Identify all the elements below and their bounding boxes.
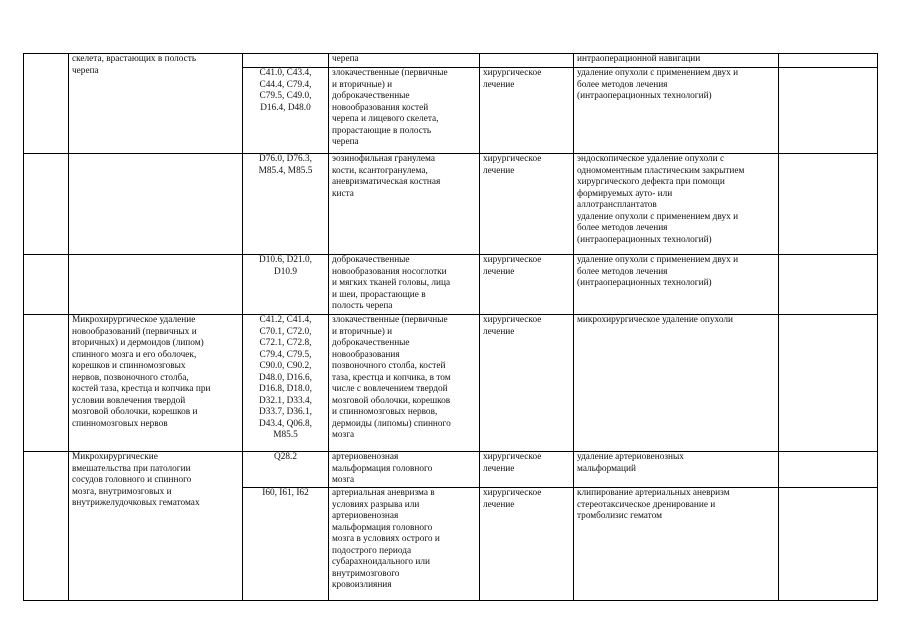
- cell-text: новообразований (первичных и: [72, 326, 197, 337]
- cell-text: и вторичные) и: [332, 79, 393, 90]
- cell-text: лечение: [483, 499, 515, 510]
- extra-cell: [779, 315, 878, 452]
- cell-text: мальформация головного: [332, 522, 433, 533]
- cell-text: аллотрансплантатов: [577, 200, 657, 210]
- nosology-cell: [329, 488, 480, 601]
- treatment-type-cell: [480, 255, 574, 315]
- cell-text: хирургическое: [483, 255, 542, 265]
- cell-text: черепа: [332, 54, 359, 64]
- cell-text: мозговой оболочки, корешков: [332, 395, 451, 406]
- icd-codes-cell: [243, 255, 329, 315]
- extra-cell: [779, 488, 878, 601]
- method-cell: [574, 68, 779, 154]
- extra-cell: [779, 68, 878, 154]
- cell-text: (интраоперационных технологий): [577, 91, 712, 101]
- cell-text: (интраоперационных технологий): [577, 234, 712, 245]
- method-cell: [574, 488, 779, 601]
- cell-text: полость черепа: [332, 301, 393, 311]
- cell-text: интраоперационной навигации: [577, 54, 701, 64]
- cell-text: подострого периода: [332, 545, 412, 556]
- cell-text: более методов лечения: [577, 266, 668, 277]
- cell-text: скелета, врастающих в полость: [72, 54, 197, 64]
- icd-codes-cell: [243, 488, 329, 601]
- icd-codes-cell: [243, 54, 329, 68]
- cell-text: злокачественные (первичные: [332, 315, 448, 325]
- nosology-cell: [329, 255, 480, 315]
- cell-text: и шеи, прорастающие в: [332, 289, 426, 300]
- cell-text: Микрохирургические: [72, 452, 158, 462]
- cell-text: микрохирургическое удаление опухоли: [577, 315, 733, 325]
- cell-text: и мягких тканей головы, лица: [332, 278, 451, 288]
- cell-text: доброкачественные: [332, 91, 410, 101]
- cell-text: хирургическое: [483, 68, 542, 78]
- extra-cell: [779, 452, 878, 488]
- cell-text: удаление опухоли с применением двух и: [577, 255, 739, 265]
- cell-text: числе с вовлечением твердой: [332, 384, 448, 394]
- cell-text: лечение: [483, 79, 515, 90]
- cell-text: злокачественные (первичные: [332, 68, 448, 78]
- cell-text: условии вовлечения твердой: [72, 395, 186, 406]
- cell-text: внутрижелудочковых гематомах: [72, 498, 200, 508]
- cell-text: и вторичные) и: [332, 326, 393, 337]
- cell-text: лечение: [483, 165, 515, 176]
- extra-cell: [779, 154, 878, 255]
- cell-text: хирургическое: [483, 488, 542, 498]
- cell-text: прорастающие в полость: [332, 125, 432, 136]
- cell-text: C79.5, C49.0,: [259, 91, 312, 101]
- procedure-group-cell: [69, 54, 243, 154]
- cell-text: аневризматическая костная: [332, 177, 441, 187]
- cell-text: D16.8, D18.0,: [259, 384, 312, 394]
- method-cell: [574, 154, 779, 255]
- table-row: [24, 315, 878, 452]
- number-cell: [24, 255, 69, 315]
- cell-text: киста: [332, 188, 354, 199]
- method-cell: [574, 452, 779, 488]
- cell-text: C44.4, C79.4,: [259, 79, 312, 90]
- cell-text: Q28.2: [274, 452, 297, 462]
- cell-text: удаление артериовенозных: [577, 452, 684, 462]
- cell-text: таза, крестца и копчика, в том: [332, 372, 451, 383]
- icd-codes-cell: [243, 68, 329, 154]
- cell-text: мальформация головного: [332, 463, 433, 474]
- cell-text: и спинномозговых нервов,: [332, 407, 438, 417]
- procedure-group-cell: [69, 255, 243, 315]
- cell-text: мозговой оболочки, корешков и: [72, 407, 198, 417]
- cell-text: эндоскопическое удаление опухоли с: [577, 154, 725, 164]
- cell-text: клипирование артериальных аневризм: [577, 488, 730, 498]
- cell-text: позвоночного столба, костей: [332, 361, 446, 371]
- cell-text: корешков и спинномозговых: [72, 361, 186, 371]
- cell-text: D16.4, D48.0: [260, 102, 311, 113]
- cell-text: более методов лечения: [577, 223, 668, 233]
- cell-text: лечение: [483, 326, 515, 337]
- treatment-type-cell: [480, 452, 574, 488]
- cell-text: доброкачественные: [332, 255, 410, 265]
- cell-text: сосудов головного и спинного: [72, 475, 192, 485]
- cell-text: условиях разрыва или: [332, 499, 420, 510]
- number-cell: [24, 315, 69, 452]
- procedure-group-cell: [69, 452, 243, 601]
- number-cell: [24, 452, 69, 601]
- cell-text: M85.4, M85.5: [258, 165, 313, 176]
- cell-text: мозга, внутримозговых и: [72, 486, 172, 497]
- cell-text: черепа: [332, 137, 359, 147]
- cell-text: мозга в условиях острого и: [332, 534, 440, 544]
- treatment-type-cell: [480, 54, 574, 68]
- cell-text: мальформаций: [577, 463, 636, 474]
- cell-text: нервов, позвоночного столба,: [72, 372, 189, 383]
- cell-text: спинномозговых нервов: [72, 418, 168, 429]
- cell-text: новообразования: [332, 349, 400, 360]
- cell-text: хирургическое: [483, 452, 542, 462]
- table-row: [24, 54, 878, 68]
- number-cell: [24, 154, 69, 255]
- table-row: [24, 255, 878, 315]
- cell-text: лечение: [483, 266, 515, 277]
- icd-codes-cell: [243, 315, 329, 452]
- nosology-cell: [329, 315, 480, 452]
- cell-text: хирургического дефекта при помощи: [577, 177, 725, 187]
- extra-cell: [779, 54, 878, 68]
- extra-cell: [779, 255, 878, 315]
- cell-text: формируемых ауто- или: [577, 188, 673, 199]
- cell-text: спинного мозга и его оболочек,: [72, 349, 197, 360]
- cell-text: стереотаксическое дренирование и: [577, 499, 716, 510]
- icd-codes-cell: [243, 452, 329, 488]
- cell-text: удаление опухоли с применением двух и: [577, 68, 739, 78]
- cell-text: новообразования носоглотки: [332, 266, 447, 277]
- cell-text: D43.4, Q06.8,: [259, 418, 312, 429]
- cell-text: дермоиды (липомы) спинного: [332, 418, 451, 429]
- cell-text: D76.0, D76.3,: [259, 154, 312, 164]
- cell-text: вмешательства при патологии: [72, 463, 191, 474]
- cell-text: D10.9: [274, 266, 297, 277]
- method-cell: [574, 255, 779, 315]
- cell-text: тромболизис гематом: [577, 511, 662, 521]
- treatment-type-cell: [480, 488, 574, 601]
- treatment-type-cell: [480, 315, 574, 452]
- cell-text: I60, I61, I62: [262, 488, 309, 498]
- cell-text: C41.0, C43.4,: [259, 68, 312, 78]
- cell-text: M85.5: [273, 430, 298, 440]
- cell-text: черепа и лицевого скелета,: [332, 114, 439, 124]
- cell-text: артериовенозная: [332, 452, 399, 462]
- treatment-type-cell: [480, 68, 574, 154]
- cell-text: Микрохирургическое удаление: [72, 315, 196, 325]
- cell-text: субарахноидального или: [332, 557, 430, 567]
- treatment-type-cell: [480, 154, 574, 255]
- nosology-cell: [329, 452, 480, 488]
- treatment-table: [23, 53, 878, 601]
- cell-text: кости, ксантогранулема,: [332, 165, 428, 176]
- cell-text: (интраоперационных технологий): [577, 278, 712, 288]
- cell-text: костей таза, крестца и копчика при: [72, 384, 211, 394]
- cell-text: мозга: [332, 475, 355, 485]
- cell-text: доброкачественные: [332, 338, 410, 348]
- cell-text: C41.2, C41.4,: [259, 315, 312, 325]
- icd-codes-cell: [243, 154, 329, 255]
- table-row: [24, 452, 878, 488]
- cell-text: D48.0, D16.6,: [259, 372, 312, 383]
- procedure-group-cell: [69, 154, 243, 255]
- cell-text: C90.0, C90.2,: [259, 361, 312, 371]
- number-cell: [24, 54, 69, 154]
- cell-text: внутримозгового: [332, 568, 400, 579]
- method-cell: [574, 54, 779, 68]
- cell-text: новообразования костей: [332, 102, 429, 113]
- cell-text: более методов лечения: [577, 79, 668, 90]
- table-row: [24, 154, 878, 255]
- cell-text: артериовенозная: [332, 511, 399, 521]
- cell-text: артериальная аневризма в: [332, 488, 435, 498]
- nosology-cell: [329, 154, 480, 255]
- cell-text: вторичных) и дермоидов (липом): [72, 338, 204, 348]
- cell-text: C79.4, C79.5,: [259, 349, 312, 360]
- cell-text: лечение: [483, 463, 515, 474]
- nosology-cell: [329, 54, 480, 68]
- cell-text: хирургическое: [483, 315, 542, 325]
- procedure-group-cell: [69, 315, 243, 452]
- cell-text: D32.1, D33.4,: [259, 395, 312, 406]
- method-cell: [574, 315, 779, 452]
- cell-text: эозинофильная гранулема: [332, 154, 436, 164]
- cell-text: мозга: [332, 430, 355, 440]
- cell-text: кровоизлияния: [332, 580, 392, 590]
- cell-text: D33.7, D36.1,: [259, 407, 312, 417]
- cell-text: C72.1, C72.8,: [259, 338, 312, 348]
- cell-text: черепа: [72, 65, 99, 76]
- cell-text: одномоментным пластическим закрытием: [577, 165, 745, 176]
- nosology-cell: [329, 68, 480, 154]
- cell-text: D10.6, D21.0,: [259, 255, 312, 265]
- cell-text: хирургическое: [483, 154, 542, 164]
- cell-text: C70.1, C72.0,: [259, 326, 312, 337]
- cell-text: удаление опухоли с применением двух и: [577, 211, 739, 222]
